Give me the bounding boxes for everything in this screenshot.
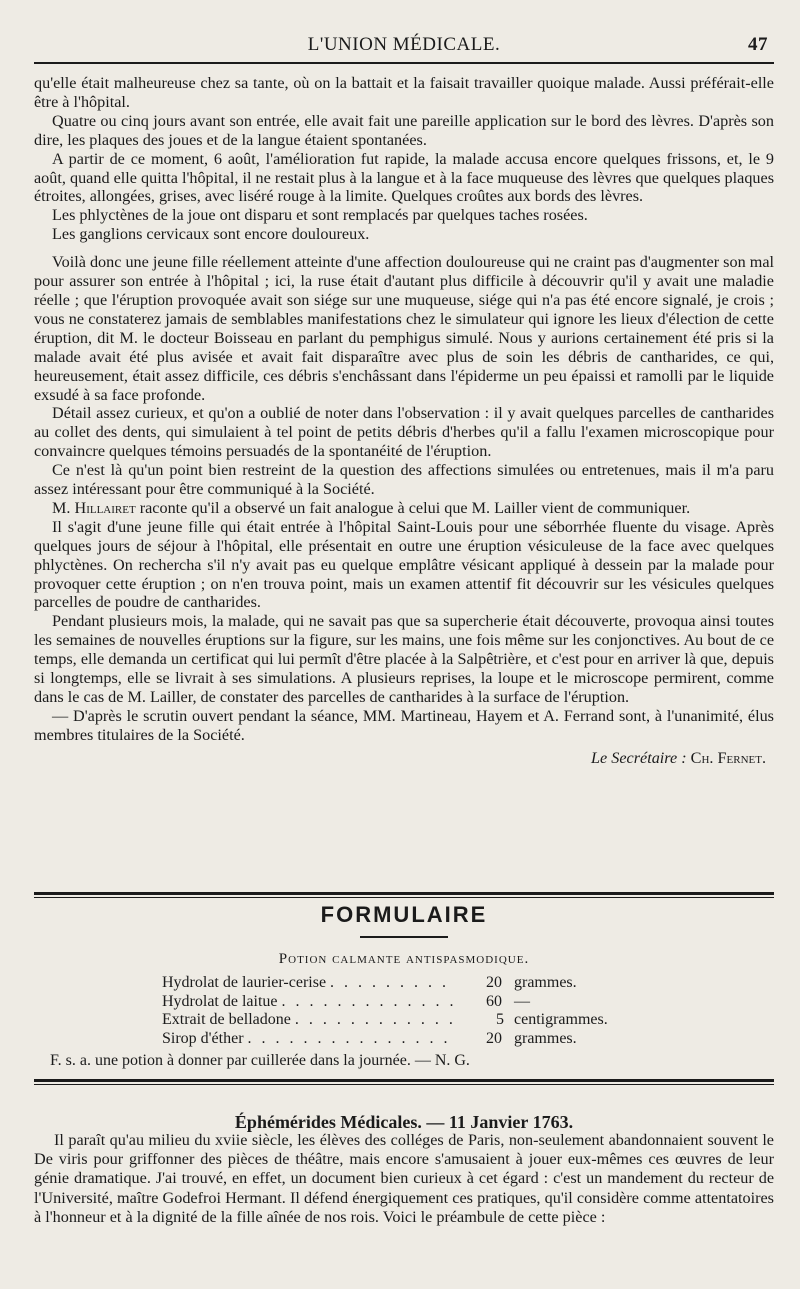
journal-title: L'UNION MÉDICALE. [307,34,501,55]
header-rule [34,62,774,64]
leader-dots: . . . . . . . . . . . . . [281,992,457,1010]
ingredient-qty: 5 [496,1011,504,1028]
page-number: 47 [748,34,768,55]
ephemerides-body [34,1131,774,1227]
hillairet-paragraph [34,499,774,518]
ingredient-unit: centigrammes. [514,1011,608,1028]
paragraph: Il s'agit d'une jeune fille qui était entrée à l'hôpital Saint-Louis pour une séborrhée fluente du visage. Après quelques jours de séjour à l'hôpital, elle présentait en outre une éruption vésiculeuse de la face avec quelques phlyctènes. On recherchа s'il n'y avait pas eu quelque emplâtre vésicant appliqué à dessein par la malade pour provoquer cette éruption ; on n'en trouva point, mais un examen attentif fit découvrir sur les vésicules quelques parcelles de poudre de cantharides. [34,517,774,612]
recipe-row [162,1030,664,1049]
recipe-instruction: F. s. a. une potion à donner par cuillerée dans la journée. — N. G. [50,1052,470,1069]
speaker-prefix: M. [52,498,71,517]
ingredient-qty: 60 [486,992,502,1010]
signature [34,749,774,768]
leader-dots: . . . . . . . . . . . . [294,1011,456,1028]
running-header [34,30,774,58]
paragraph: Voilà donc une jeune fille réellement atteinte d'une affection douloureuse qui ne craint pas d'augmenter son mal pour assurer son entrée à l'hôpital ; ici, la ruse était d'autant plus difficile à découvrir qu'il y avait une maladie réelle ; que l'éruption provoquée avait son siége sur une muqueuse, siége qui n'a pas été encore signalé, je crois ; vous ne constaterez jamais de semblables manifestations chez le simulateur qui ignore les lieux d'élection de cette éruption, dit M. le docteur Boisseau en parlant du pemphigus simulé. Nous y aurions certainement été pris si la malade avait été plus avisée et avait fait disparaître avec plus de soin les débris de cantharides, ce qui, heureusement, était assez difficile, ces débris s'enchâssant dans l'épiderme un peu épaissi et ramolli par le liquide exsudé à sa face profonde. [34,253,774,404]
recipe-row [162,993,664,1012]
paragraph: Pendant plusieurs mois, la malade, qui ne savait pas que sa supercherie était découverte, provoqua ainsi toutes les semaines de nouvelles éruptions sur la figure, sur les mains, une fois même sur les conjonctives. Au bout de ce temps, elle demanda un certificat qui lui permît d'être placée à la Salpêtrière, et c'est pour en arriver là que, depuis si longtemps, elle se livrait à ses simulations. A plusieurs reprises, la loupe et le microscope permirent, comme dans le cas de M. Lailler, de constater des parcelles de cantharides à la surface de l'éruption. [34,612,774,706]
section-rule-top-thin [34,897,774,898]
ingredient-name: Hydrolat de laurier-cerise [162,974,327,991]
recipe-row [162,1011,664,1030]
paragraph: — D'après le scrutin ouvert pendant la séance, MM. Martineau, Hayem et A. Ferrand sont, à l'unanimité, élus membres titulaires de la Société. [34,706,774,744]
ingredient-unit: — [514,992,530,1010]
recipe-table [162,974,664,1048]
paragraph: A partir de ce moment, 6 août, l'amélioration fut rapide, la malade accusa encore quelques frissons, et, le 9 août, quand elle quitta l'hôpital, il ne restait plus à la langue et à la face muqueuse des lèvres que quelques plaques étroites, allongées, grises, avec liséré rouge à la limite. Quelques croûtes aux bords des lèvres. [34,149,774,206]
section-rule-top [34,892,774,895]
section-rule-mid-thin [34,1084,774,1085]
formulaire-heading: FORMULAIRE [320,902,488,927]
formulaire-underline [360,936,448,938]
paragraph: Détail assez curieux, et qu'on a oublié de noter dans l'observation : il y avait quelques parcelles de cantharides au collet des dents, qui simulaient à tel point de petits débris d'herbes qu'il a fallu l'examen microscopique pour convaincre quelques témoins persuadés de la spontanéité de l'éruption. [34,404,774,461]
paragraph: Quatre ou cinq jours avant son entrée, elle avait fait une pareille application sur le bord des lèvres. D'après son dire, les plaques des joues et de la langue étaient spontanées. [34,111,774,149]
ingredient-name: Hydrolat de laitue [162,992,278,1010]
paragraph: qu'elle était malheureuse chez sa tante, où on la battait et la faisait travailler quoique malade. Aussi préférait-elle être à l'hôpital. [34,74,774,111]
paragraph: Les phlyctènes de la joue ont disparu et sont remplacés par quelques taches rosées. [52,206,588,225]
speaker-text: raconte qu'il a observé un fait analogue à celui que M. Lailler vient de communiquer. [139,498,691,517]
ingredient-name: Extrait de belladone [162,1011,291,1028]
signature-name: Ch. Fernet. [690,748,766,767]
section-rule-mid [34,1079,774,1082]
ingredient-name: Sirop d'éther [162,1029,244,1047]
ingredient-unit: grammes. [514,1029,577,1047]
ephemerides-paragraph: Il paraît qu'au milieu du xviie siècle, les élèves des colléges de Paris, non-seulement abandonnaient souvent le De viris pour griffonner des pièces de théâtre, mais encore s'amusaient à jouer eux-mêmes ces œuvres de leur génie dramatique. J'ai trouvé, en effet, un document bien curieux à cet égard : c'est un mandement du recteur de l'Université, maître Godefroi Hermant. Il défend énergiquement ces pratiques, qu'il considère comme attentatoires à l'honneur et à la dignité de la fille aînée de nos rois. Voici le préambule de cette pièce : [34,1131,774,1226]
leader-dots: . . . . . . . . . . . . . . . [247,1029,451,1047]
ephemerides-heading: Éphémérides Médicales. — 11 Janvier 1763. [234,1112,574,1132]
speaker-name: Hillairet [74,498,136,517]
ingredient-qty: 20 [486,974,502,991]
recipe-row [162,974,664,993]
paragraph: Les ganglions cervicaux sont encore douloureux. [52,225,370,244]
ingredient-qty: 20 [486,1029,502,1047]
paragraph: Ce n'est là qu'un point bien restreint de la question des affections simulées ou entretenues, mais il m'a paru assez intéressant pour être communiqué à la Société. [34,461,774,499]
ingredient-unit: grammes. [514,974,577,991]
potion-title: Potion calmante antispasmodique. [278,951,530,967]
leader-dots: . . . . . . . . . [330,974,450,991]
article-body [34,74,774,768]
signature-role: Le Secrétaire : [591,748,687,767]
